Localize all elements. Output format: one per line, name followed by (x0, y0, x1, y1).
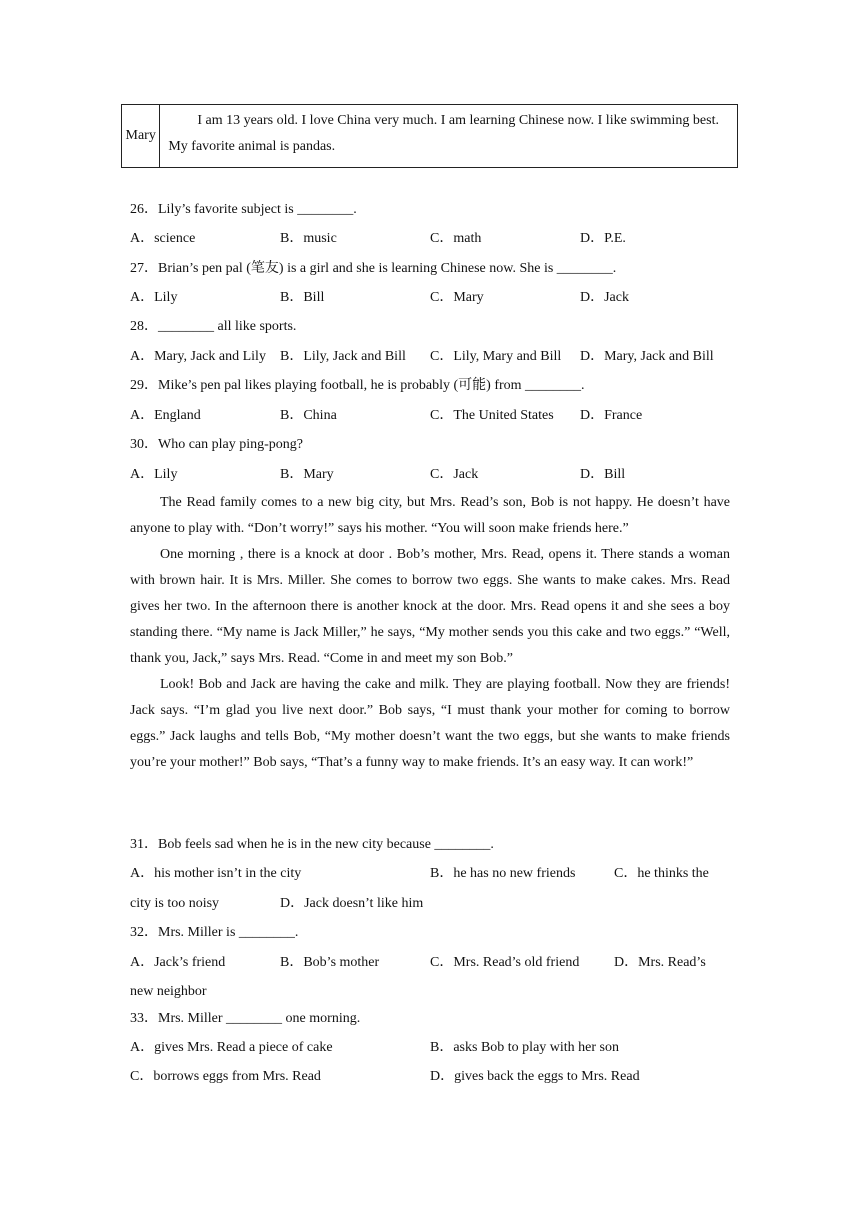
passage-paragraph-2: One morning , there is a knock at door . Bob’s mother, Mrs. Read, opens it. There stands a woman with brown hair. It is Mrs. Miller. She comes to borrow two eggs. She wants to make cakes. Mrs. Read gives her two. In the afternoon there is another knock at the door. Mrs. Read opens it and she sees a boy standing there. “My name is Jack Miller,” he says, “My mother sends you this cake and two eggs.” “Well, thank you, Jack,” says Mrs. Read. “Come in and meet my son Bob.” (130, 547, 730, 666)
q29-option-a: A．England (130, 408, 201, 423)
q30-option-c: C．Jack (430, 467, 479, 482)
q32-option-c: C．Mrs. Read’s old friend (430, 955, 580, 970)
q27-option-c: C．Mary (430, 290, 484, 305)
q26-option-b: B．music (280, 231, 337, 246)
question-29: 29．Mike’s pen pal likes playing football, he is probably (可能) from ________. (130, 378, 585, 393)
q28-option-a: A．Mary, Jack and Lily (130, 349, 266, 364)
pen-pal-table-row (121, 104, 738, 168)
q32-option-b: B．Bob’s mother (280, 955, 380, 970)
q33-option-b: B．asks Bob to play with her son (430, 1040, 619, 1055)
question-27: 27．Brian’s pen pal (笔友) is a girl and she is learning Chinese now. She is ________. (130, 261, 617, 276)
q30-option-d: D．Bill (580, 467, 626, 482)
q28-option-d: D．Mary, Jack and Bill (580, 349, 714, 364)
q29-option-d: D．France (580, 408, 643, 423)
q26-option-d: D．P.E. (580, 231, 626, 246)
q28-option-c: C．Lily, Mary and Bill (430, 349, 562, 364)
q28-option-b: B．Lily, Jack and Bill (280, 349, 406, 364)
q27-option-b: B．Bill (280, 290, 325, 305)
q29-option-c: C．The United States (430, 408, 554, 423)
q29-option-b: B．China (280, 408, 337, 423)
q30-option-a: A．Lily (130, 467, 178, 482)
q26-option-a: A．science (130, 231, 196, 246)
q31-option-d: D．Jack doesn’t like him (280, 896, 424, 911)
q27-option-d: D．Jack (580, 290, 629, 305)
question-32: 32．Mrs. Miller is ________. (130, 925, 299, 940)
q32-option-d: D．Mrs. Read’s (614, 955, 706, 970)
q31-option-c: C．he thinks the (614, 866, 709, 881)
pen-pal-name-cell: Mary (122, 105, 160, 167)
question-31: 31．Bob feels sad when he is in the new city because ________. (130, 837, 494, 852)
q27-option-a: A．Lily (130, 290, 178, 305)
question-33: 33．Mrs. Miller ________ one morning. (130, 1011, 361, 1026)
reading-passage (130, 490, 730, 776)
question-30: 30．Who can play ping-pong? (130, 437, 304, 452)
q30-option-b: B．Mary (280, 467, 334, 482)
q32-option-d-continued: new neighbor (130, 984, 207, 999)
q33-option-d: D．gives back the eggs to Mrs. Read (430, 1069, 640, 1084)
question-28: 28．________ all like sports. (130, 319, 297, 334)
passage-paragraph-1: The Read family comes to a new big city, but Mrs. Read’s son, Bob is not happy. He doesn’t have anyone to play with. “Don’t worry!” says his mother. “You will soon make friends here.” (130, 495, 730, 536)
q32-option-a: A．Jack’s friend (130, 955, 226, 970)
q31-option-c-continued: city is too noisy (130, 896, 220, 911)
q33-option-c: C．borrows eggs from Mrs. Read (130, 1069, 321, 1084)
pen-pal-description-cell: I am 13 years old. I love China very much. I am learning Chinese now. I like swimming best. My favorite animal is pandas. (168, 113, 719, 154)
q26-option-c: C．math (430, 231, 482, 246)
q31-option-a: A．his mother isn’t in the city (130, 866, 302, 881)
passage-paragraph-3: Look! Bob and Jack are having the cake and milk. They are playing football. Now they are friends! Jack says. “I’m glad you live next door.” Bob says, “I must thank your mother for coming to borrow eggs.” Jack laughs and tells Bob, “My mother doesn’t want the two eggs, but she wants to make friends you’re your mother!” Bob says, “That’s a funny way to make friends. It’s an easy way. It can work!” (130, 677, 730, 770)
q31-option-b: B．he has no new friends (430, 866, 576, 881)
question-26: 26．Lily’s favorite subject is ________. (130, 202, 357, 217)
q33-option-a: A．gives Mrs. Read a piece of cake (130, 1040, 333, 1055)
